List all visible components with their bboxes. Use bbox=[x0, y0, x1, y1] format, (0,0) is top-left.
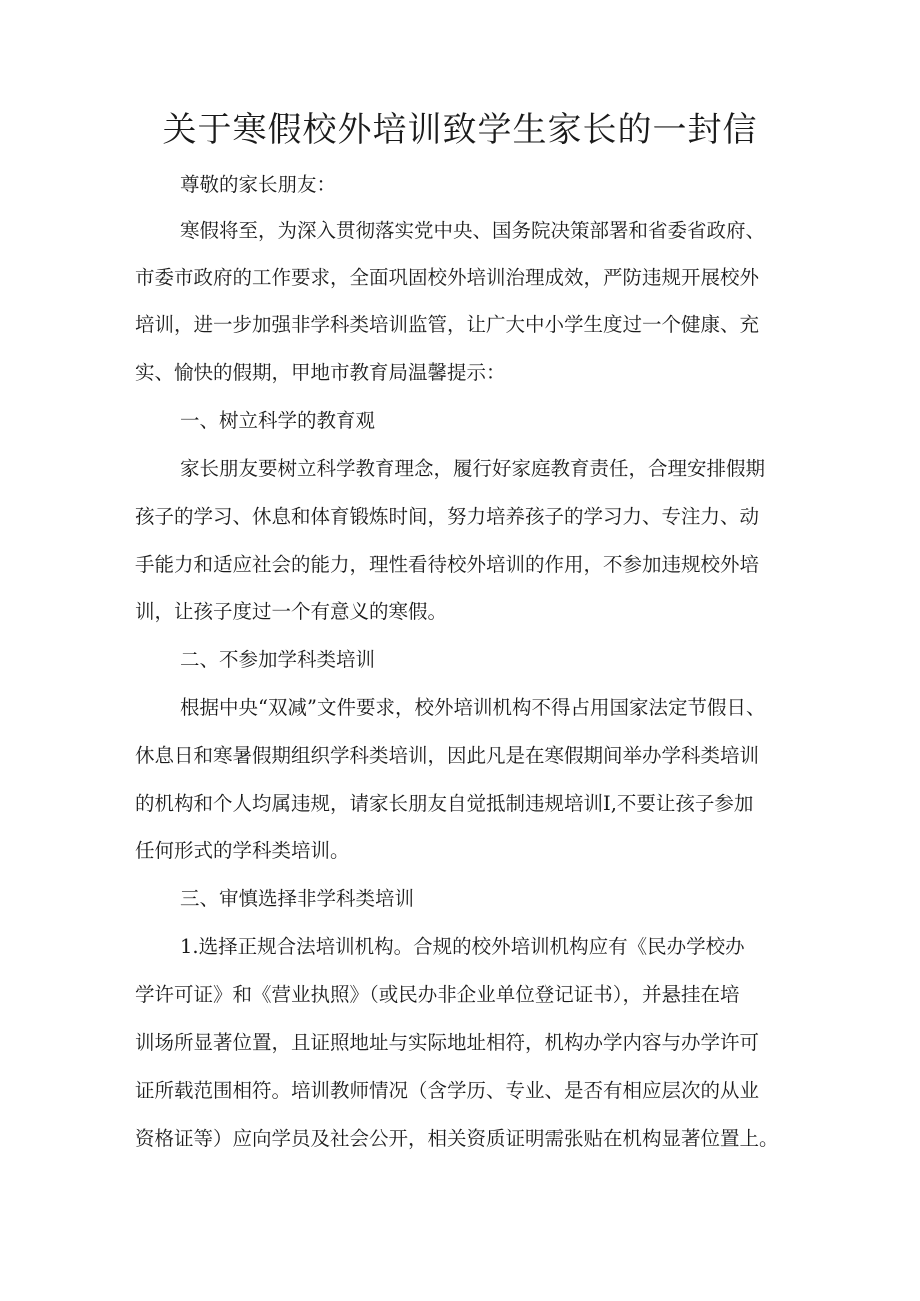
paragraph-line: 1.选择正规合法培训机构。合规的校外培训机构应有《民办学校办 bbox=[180, 935, 745, 958]
document-title: 关于寒假校外培训致学生家长的一封信 bbox=[162, 110, 758, 150]
section-heading: 一、树立科学的教育观 bbox=[180, 409, 376, 432]
paragraph-line: 训，让孩子度过一个有意义的寒假。 bbox=[135, 600, 448, 623]
paragraph-line: 家长朋友要树立科学教育理念，履行好家庭教育责任，合理安排假期 bbox=[180, 457, 766, 480]
paragraph-line: 市委市政府的工作要求，全面巩固校外培训治理成效，严防违规开展校外 bbox=[135, 266, 760, 289]
paragraph-line: 资格证等）应向学员及社会公开，相关资质证明需张贴在机构显著位置上。 bbox=[135, 1127, 779, 1150]
paragraph-line: 实、愉快的假期，甲地市教育局温馨提示： bbox=[135, 361, 506, 384]
paragraph-line: 寒假将至，为深入贯彻落实党中央、国务院决策部署和省委省政府、 bbox=[180, 219, 766, 242]
section-heading: 二、不参加学科类培训 bbox=[180, 648, 376, 671]
paragraph-line: 根据中央“双减”文件要求，校外培训机构不得占用国家法定节假日、 bbox=[180, 696, 766, 719]
paragraph-line: 训场所显著位置，且证照地址与实际地址相符，机构办学内容与办学许可 bbox=[135, 1031, 760, 1054]
paragraph-line: 任何形式的学科类培训。 bbox=[135, 839, 350, 862]
paragraph-line: 的机构和个人均属违规，请家长朋友自觉抵制违规培训I,不要让孩子参加 bbox=[135, 792, 754, 815]
section-heading: 三、审慎选择非学科类培训 bbox=[180, 887, 415, 910]
salutation: 尊敬的家长朋友： bbox=[180, 173, 337, 196]
paragraph-line: 学许可证》和《营业执照》（或民办非企业单位登记证书），并悬挂在培 bbox=[135, 983, 740, 1006]
paragraph-line: 培训，进一步加强非学科类培训监管，让广大中小学生度过一个健康、充 bbox=[135, 313, 760, 336]
paragraph-line: 手能力和适应社会的能力，理性看待校外培训的作用，不参加违规校外培 bbox=[135, 553, 760, 576]
paragraph-line: 孩子的学习、休息和体育锻炼时间，努力培养孩子的学习力、专注力、动 bbox=[135, 505, 760, 528]
paragraph-line: 休息日和寒暑假期组织学科类培训，因此凡是在寒假期间举办学科类培训 bbox=[135, 744, 760, 767]
paragraph-line: 证所载范围相符。培训教师情况（含学历、专业、是否有相应层次的从业 bbox=[135, 1079, 760, 1102]
